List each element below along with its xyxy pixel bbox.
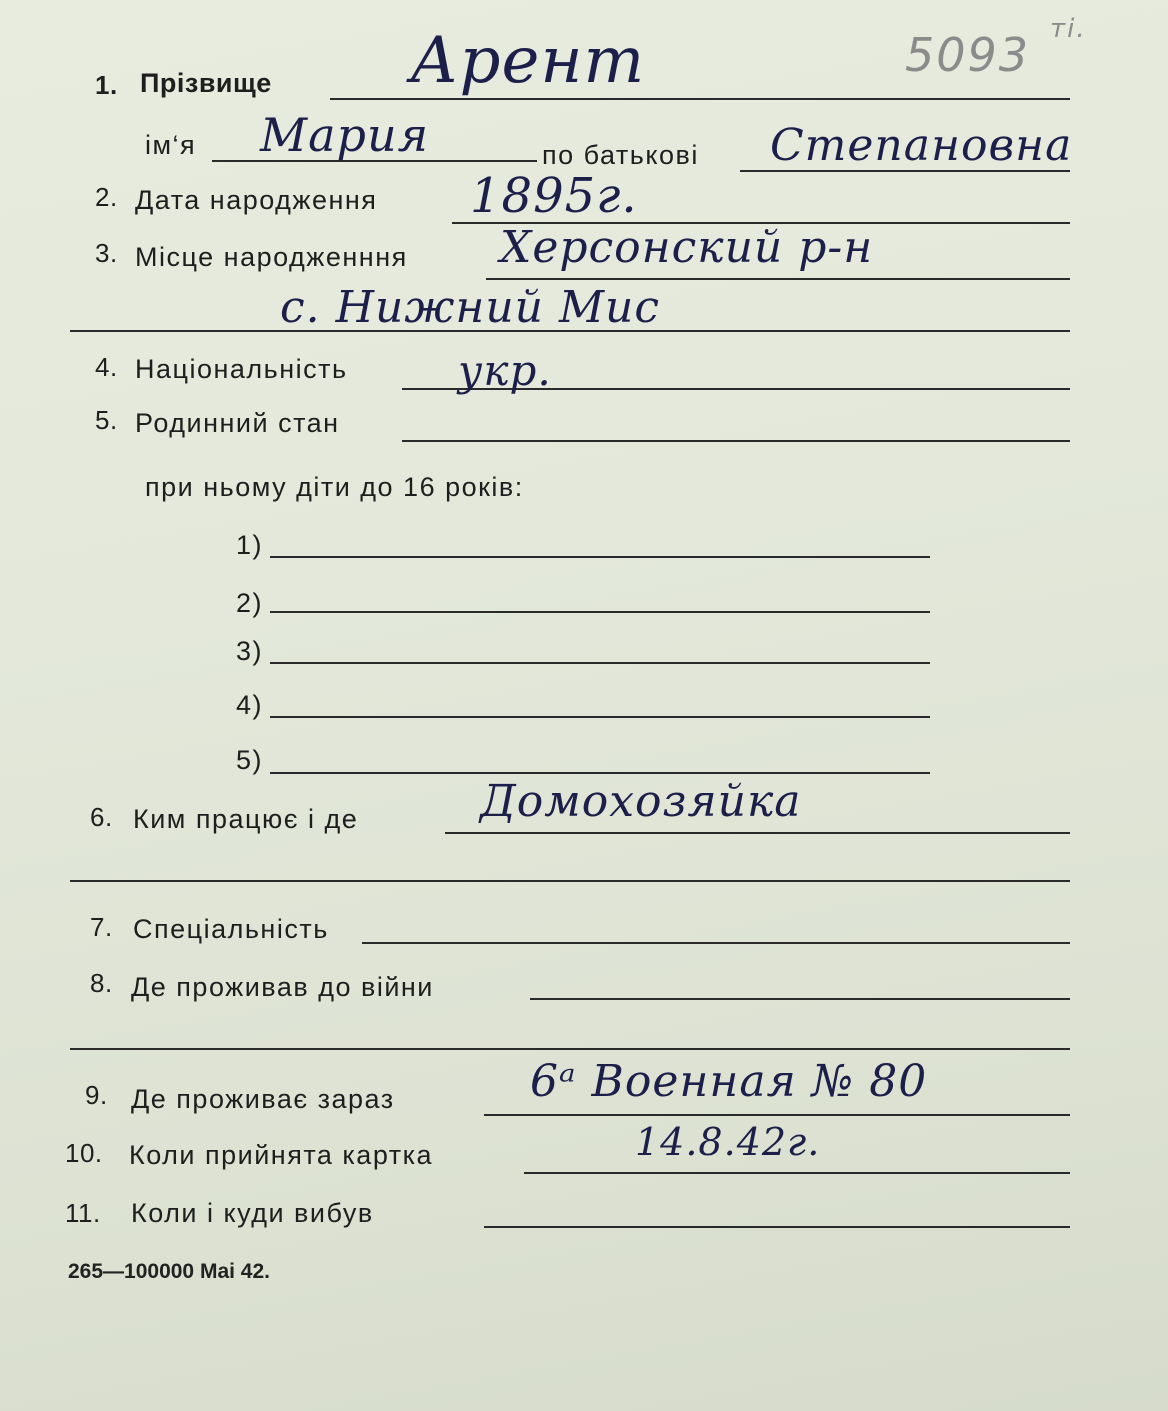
surname-line — [330, 98, 1070, 100]
marital-status-line — [402, 440, 1070, 442]
surname-label: Прізвище — [140, 68, 272, 98]
print-imprint: 265—100000 Mai 42. — [68, 1260, 270, 1283]
occupation-line — [445, 832, 1070, 834]
child-4-line — [270, 716, 930, 718]
prewar-residence-line-2 — [70, 1048, 1070, 1050]
card-accepted-line — [524, 1172, 1070, 1174]
patronymic-label: по батькові — [542, 140, 699, 170]
child-5-line — [270, 772, 930, 774]
child-3-line — [270, 662, 930, 664]
archive-mark: 5093 — [905, 28, 1031, 82]
first-name-value: Мария — [260, 108, 430, 162]
specialty-line — [362, 942, 1070, 944]
card-accepted-label: Коли прийнята картка — [129, 1140, 434, 1170]
child-1-label: 1) — [236, 530, 264, 560]
current-residence-value: 6ᵃ Военная № 80 — [530, 1056, 928, 1107]
marital-status-label: Родинний стан — [135, 408, 340, 438]
occupation-value: Домохозяйка — [480, 776, 802, 827]
birth-place-value-1: Херсонский р-н — [500, 222, 874, 273]
field-number-7: 7. — [90, 912, 113, 942]
surname-value: Арент — [410, 24, 646, 98]
child-5-label: 5) — [236, 745, 264, 775]
children-label: при ньому діти до 16 років: — [145, 472, 524, 502]
specialty-label: Спеціальність — [133, 914, 329, 944]
child-2-line — [270, 611, 930, 613]
field-number-6: 6. — [90, 802, 113, 832]
archive-suffix: ті. — [1050, 14, 1087, 44]
child-1-line — [270, 556, 930, 558]
nationality-label: Національність — [135, 354, 348, 384]
departed-line — [484, 1226, 1070, 1228]
current-residence-label: Де проживає зараз — [131, 1084, 395, 1114]
child-2-label: 2) — [236, 588, 264, 618]
child-4-label: 4) — [236, 690, 264, 720]
patronymic-value: Степановна — [770, 120, 1073, 171]
card-accepted-value: 14.8.42г. — [635, 1120, 821, 1164]
field-number-8: 8. — [90, 968, 113, 998]
occupation-line-2 — [70, 880, 1070, 882]
nationality-value: укр. — [458, 346, 552, 395]
occupation-label: Ким працює і де — [133, 804, 359, 834]
field-number-3: 3. — [95, 238, 118, 268]
field-number-1: 1. — [95, 70, 118, 100]
field-number-5: 5. — [95, 405, 118, 435]
first-name-label: ім‘я — [145, 130, 197, 160]
birth-place-label: Місце народженння — [135, 242, 408, 272]
birth-date-label: Дата народження — [135, 185, 378, 215]
birth-place-value-2: с. Нижний Мис — [280, 282, 661, 333]
field-number-4: 4. — [95, 352, 118, 382]
prewar-residence-line — [530, 998, 1070, 1000]
field-number-2: 2. — [95, 182, 118, 212]
current-residence-line — [484, 1114, 1070, 1116]
field-number-10: 10. — [65, 1138, 103, 1168]
field-number-9: 9. — [85, 1080, 108, 1110]
birth-date-value: 1895г. — [470, 168, 638, 224]
child-3-label: 3) — [236, 636, 264, 666]
birth-place-line — [486, 278, 1070, 280]
field-number-11: 11. — [65, 1198, 101, 1228]
departed-label: Коли і куди вибув — [131, 1198, 374, 1228]
prewar-residence-label: Де проживав до війни — [131, 972, 434, 1002]
